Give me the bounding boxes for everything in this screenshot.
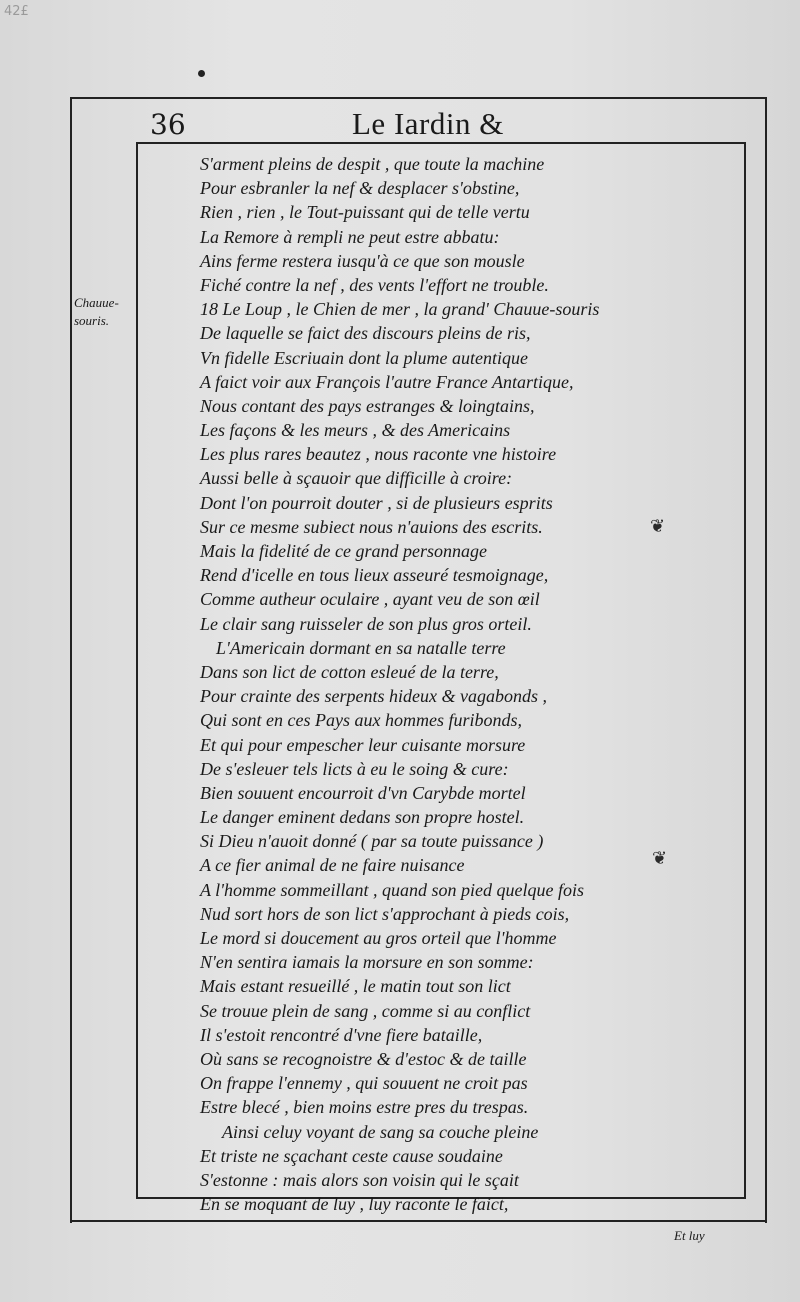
verse-line: Dont l'on pourroit douter , si de plusieurs esprits <box>200 492 553 513</box>
verse-line: Aussi belle à sçauoir que difficille à croire: <box>200 468 513 489</box>
verse-line: Rien , rien , le Tout-puissant qui de telle vertu <box>200 202 530 223</box>
verse-line: Les façons & les meurs , & des Americains <box>200 420 511 441</box>
verse-line: De s'esleuer tels licts à eu le soing & cure: <box>200 758 509 779</box>
verse-line: Pour crainte des serpents hideux & vagabonds , <box>200 686 547 707</box>
ink-dot <box>198 70 205 77</box>
margin-note-line: souris. <box>74 313 110 328</box>
running-head: Le Iardin & <box>352 106 504 141</box>
verse-line: Il s'estoit rencontré d'vne fiere bataille, <box>200 1024 483 1045</box>
verse-line: L'Americain dormant en sa natalle terre <box>216 637 506 658</box>
verse-line: Sur ce mesme subiect nous n'auions des escrits. <box>200 516 543 537</box>
verse-line: Et qui pour empescher leur cuisante morsure <box>200 734 526 755</box>
verse-line: Nous contant des pays estranges & loingtains, <box>200 395 535 416</box>
verse-line: Le danger eminent dedans son propre hostel. <box>200 807 525 828</box>
verse-line: Dans son lict de cotton esleué de la terre, <box>200 661 499 682</box>
verse-line: Pour esbranler la nef & desplacer s'obstine, <box>200 178 520 199</box>
margin-note <box>74 294 132 330</box>
verse-line: Fiché contre la nef , des vents l'effort ne trouble. <box>200 274 549 295</box>
outer-frame-bottom-rule <box>70 1220 765 1222</box>
verse-line: Ains ferme restera iusqu'à ce que son mousle <box>200 250 525 271</box>
verse-line: Estre blecé , bien moins estre pres du trespas. <box>200 1097 529 1118</box>
catchword: Et luy <box>674 1228 705 1243</box>
verse-line: Qui sont en ces Pays aux hommes furibonds, <box>200 710 522 731</box>
verse-line: Et triste ne sçachant ceste cause soudaine <box>200 1145 503 1166</box>
verse-line: Comme autheur oculaire , ayant veu de son œil <box>200 589 540 610</box>
verse-line: Se trouue plein de sang , comme si au conflict <box>200 1000 531 1021</box>
ornament-icon: ❦ <box>650 516 666 537</box>
margin-note-line: Chauue- <box>74 295 119 310</box>
verse-line: Le mord si doucement au gros orteil que l'homme <box>200 928 557 948</box>
verse-line: N'en sentira iamais la morsure en son somme: <box>200 952 534 973</box>
verse-line: Si Dieu n'auoit donné ( par sa toute puissance ) <box>200 831 544 852</box>
verse-line: 18 Le Loup , le Chien de mer , la grand' Chauue-souris <box>200 299 600 320</box>
corner-mark: 42£ <box>4 4 29 19</box>
verse-line: S'estonne : mais alors son voisin qui le sçait <box>200 1169 519 1190</box>
verse-line: A faict voir aux François l'autre France Antartique, <box>200 371 574 392</box>
verse-line: Nud sort hors de son lict s'approchant à pieds cois, <box>200 903 570 924</box>
verse-line: La Remore à rempli ne peut estre abbatu: <box>200 226 500 247</box>
verse-line: Ainsi celuy voyant de sang sa couche pleine <box>222 1121 539 1142</box>
verse-line: Mais estant resueillé , le matin tout son lict <box>200 976 511 997</box>
verse-text <box>200 152 740 1216</box>
verse-line: A l'homme sommeillant , quand son pied quelque fois <box>200 879 584 900</box>
verse-line: Le clair sang ruisseler de son plus gros orteil. <box>200 613 532 634</box>
page-number: 36 <box>150 108 186 141</box>
verse-line: On frappe l'ennemy , qui souuent ne croit pas <box>200 1073 528 1094</box>
verse-line: Rend d'icelle en tous lieux asseuré tesmoignage, <box>200 565 549 586</box>
verse-line: En se moquant de luy , luy raconte le faict, <box>200 1194 509 1215</box>
verse-line: A ce fier animal de ne faire nuisance <box>200 855 465 876</box>
ornament-icon: ❦ <box>652 848 668 869</box>
verse-line: Mais la fidelité de ce grand personnage <box>200 541 487 561</box>
verse-line: S'arment pleins de despit , que toute la machine <box>200 154 545 174</box>
verse-line: Bien souuent encourroit d'vn Carybde mortel <box>200 782 526 803</box>
verse-line: De laquelle se faict des discours pleins de ris, <box>200 323 531 344</box>
verse-line: Vn fidelle Escriuain dont la plume autentique <box>200 347 528 368</box>
verse-line: Les plus rares beautez , nous raconte vne histoire <box>200 444 557 465</box>
verse-line: Où sans se recognoistre & d'estoc & de taille <box>200 1048 527 1069</box>
